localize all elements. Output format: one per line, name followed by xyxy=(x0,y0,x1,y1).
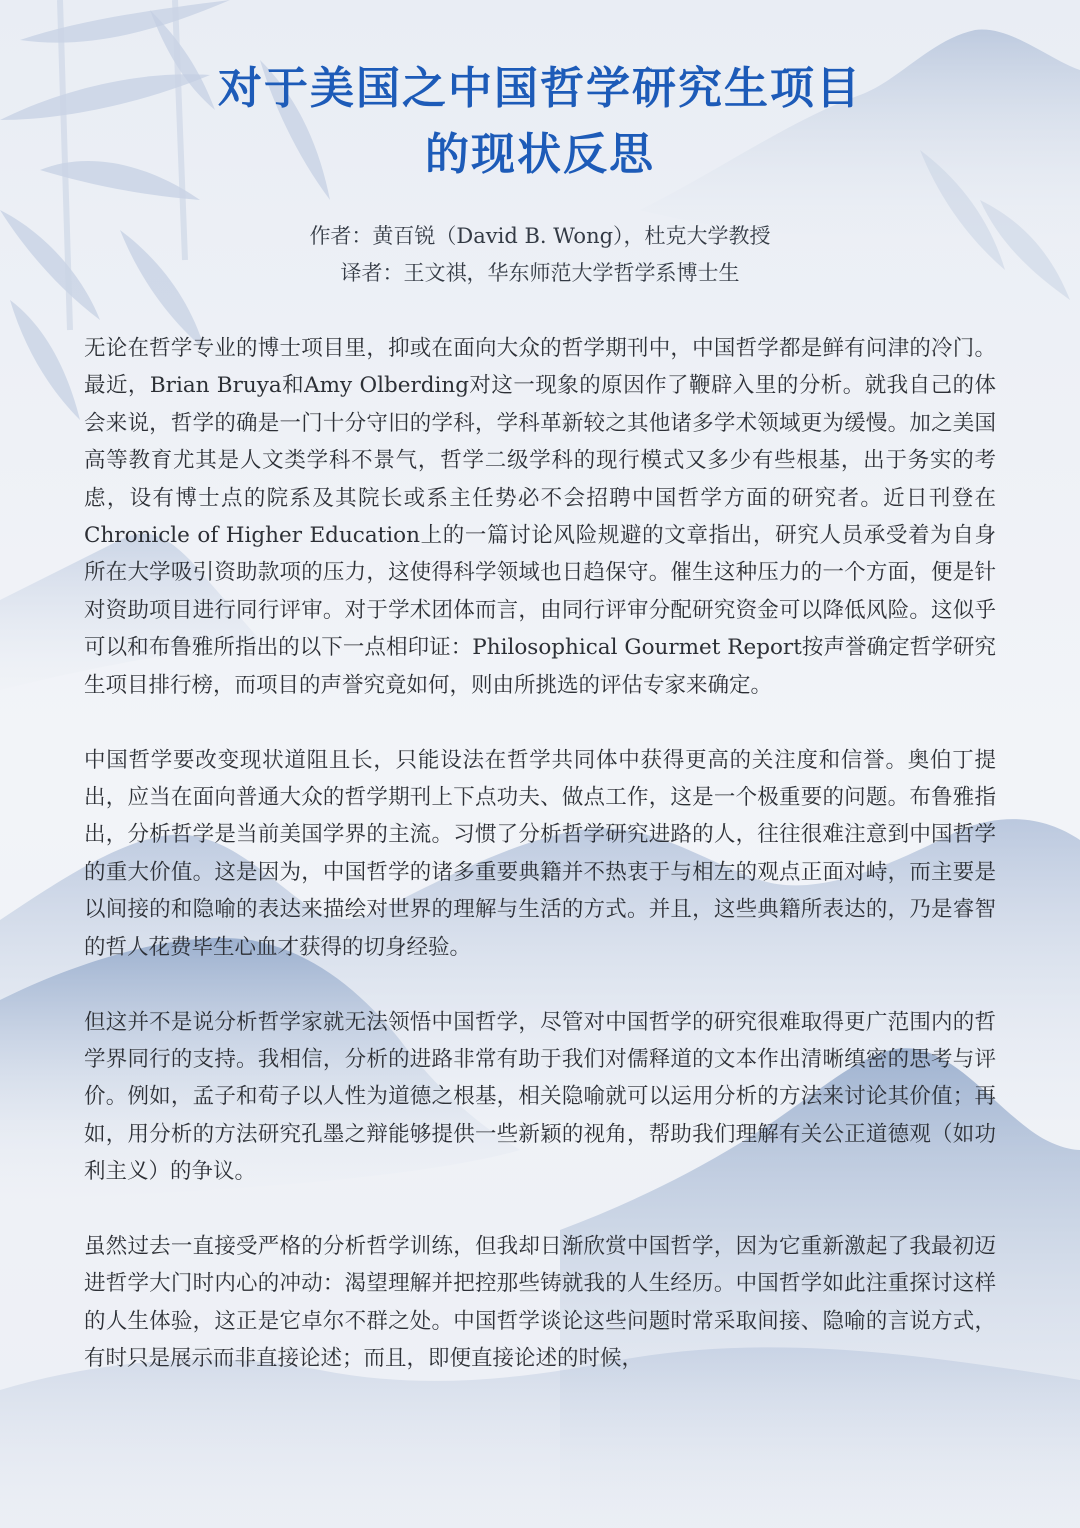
translator-line: 译者：王文祺，华东师范大学哲学系博士生 xyxy=(340,261,740,285)
paragraph-4: 虽然过去一直接受严格的分析哲学训练，但我却日渐欣赏中国哲学，因为它重新激起了我最初迈进哲学大门时内心的冲动：渴望理解并把控那些铸就我的人生经历。中国哲学如此注重探讨这样的人生体验，这正是它卓尔不群之处。中国哲学谈论这些问题时常采取间接、隐喻的言说方式，有时只是展示而非直接论述；而且，即便直接论述的时候， xyxy=(84,1234,996,1372)
author-line: 作者：黄百锐（David B. Wong），杜克大学教授 xyxy=(309,224,771,248)
paragraph-2: 中国哲学要改变现状道阻且长，只能设法在哲学共同体中获得更高的关注度和信誉。奥伯丁提出，应当在面向普通大众的哲学期刊上下点功夫、做点工作，这是一个极重要的问题。布鲁雅指出，分析哲学是当前美国学界的主流。习惯了分析哲学研究进路的人，往往很难注意到中国哲学的重大价值。这是因为，中国哲学的诸多重要典籍并不热衷于与相左的观点正面对峙，而主要是以间接的和隐喻的表达来描绘对世界的理解与生活的方式。并且，这些典籍所表达的，乃是睿智的哲人花费毕生心血才获得的切身经验。 xyxy=(84,747,996,960)
title-line-1: 对于美国之中国哲学研究生项目 xyxy=(218,63,862,114)
article-body xyxy=(84,330,996,1415)
credits xyxy=(0,218,1080,292)
paragraph-1: 无论在哲学专业的博士项目里，抑或在面向大众的哲学期刊中，中国哲学都是鲜有问津的冷门。最近，Brian Bruya和Amy Olberding对这一现象的原因作了鞭辟入里的分析。就我自己的体会来说，哲学的确是一门十分守旧的学科，学科革新较之其他诸多学术领域更为缓慢。加之美国高等教育尤其是人文类学科不景气，哲学二级学科的现行模式又多少有些根基，出于务实的考虑，设有博士点的院系及其院长或系主任势必不会招聘中国哲学方面的研究者。近日刊登在Chronicle of Higher Education上的一篇讨论风险规避的文章指出，研究人员承受着为自身所在大学吸引资助款项的压力，这使得科学领域也日趋保守。催生这种压力的一个方面，便是针对资助项目进行同行评审。对于学术团体而言，由同行评审分配研究资金可以降低风险。这似乎可以和布鲁雅所指出的以下一点相印证：Philosophical Gourmet Report按声誉确定哲学研究生项目排行榜，而项目的声誉究竟如何，则由所挑选的评估专家来确定。 xyxy=(84,336,996,698)
title-line-2: 的现状反思 xyxy=(425,129,655,180)
article-title xyxy=(0,56,1080,188)
paragraph-3: 但这并不是说分析哲学家就无法领悟中国哲学，尽管对中国哲学的研究很难取得更广范围内的哲学界同行的支持。我相信，分析的进路非常有助于我们对儒释道的文本作出清晰缜密的思考与评价。例如，孟子和荀子以人性为道德之根基，相关隐喻就可以运用分析的方法来讨论其价值；再如，用分析的方法研究孔墨之辩能够提供一些新颖的视角，帮助我们理解有关公正道德观（如功利主义）的争议。 xyxy=(84,1009,996,1185)
